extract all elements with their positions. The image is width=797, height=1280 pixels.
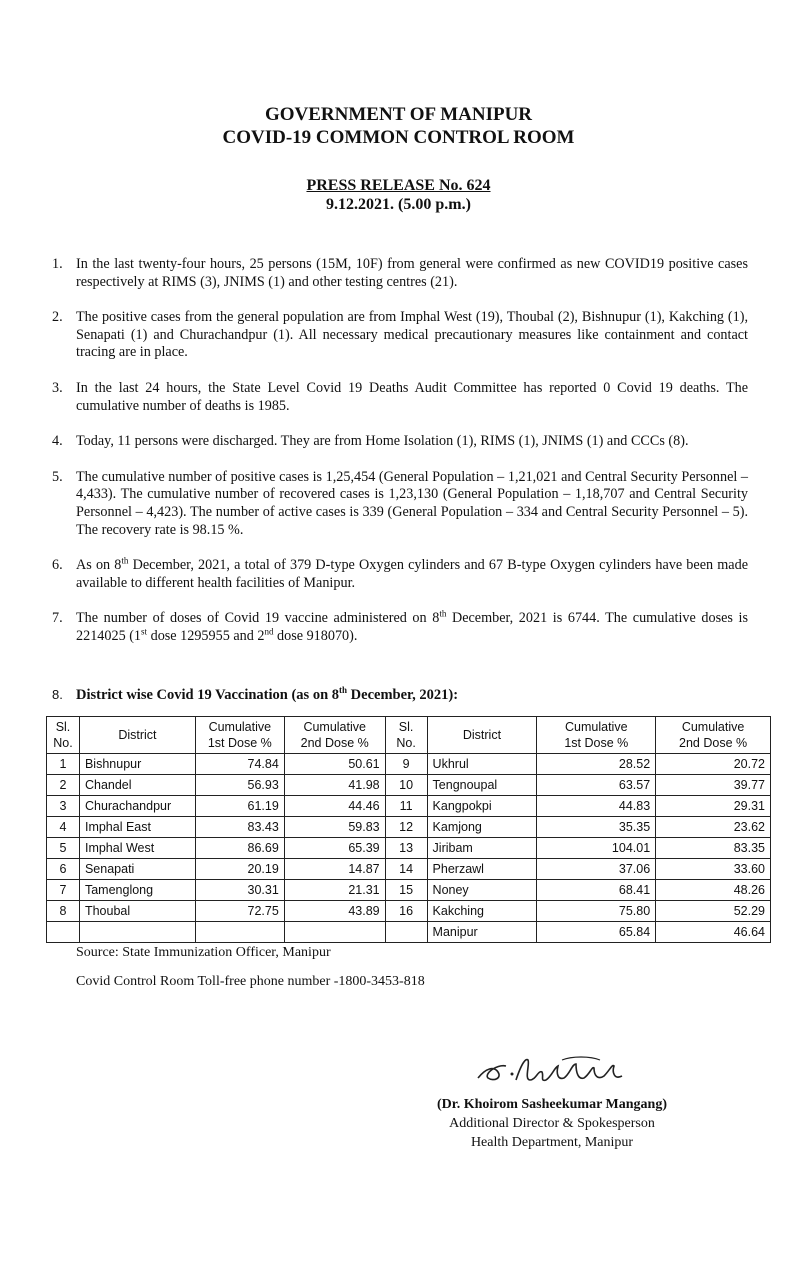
dose2-cell: 65.39 xyxy=(284,838,385,859)
dose1-cell: 56.93 xyxy=(195,775,284,796)
dose1-cell: 86.69 xyxy=(195,838,284,859)
dose1-cell: 104.01 xyxy=(537,838,656,859)
table-row xyxy=(47,754,771,775)
header-control-room: COVID-19 COMMON CONTROL ROOM xyxy=(222,127,575,148)
dose1-cell: 28.52 xyxy=(537,754,656,775)
sl-no-cell: 1 xyxy=(47,754,80,775)
col-district: District xyxy=(427,717,537,754)
dose1-cell: 37.06 xyxy=(537,859,656,880)
dose2-cell: 50.61 xyxy=(284,754,385,775)
dose1-cell: 65.84 xyxy=(537,922,656,943)
item-number: 5. xyxy=(52,468,63,485)
sl-no-cell: 10 xyxy=(385,775,427,796)
dose2-cell: 46.64 xyxy=(656,922,771,943)
dose2-cell: 39.77 xyxy=(656,775,771,796)
dose1-cell: 83.43 xyxy=(195,817,284,838)
district-cell: Imphal West xyxy=(79,838,195,859)
dose2-cell xyxy=(284,922,385,943)
district-cell: Ukhrul xyxy=(427,754,537,775)
sl-no-cell: 15 xyxy=(385,880,427,901)
district-cell xyxy=(79,922,195,943)
sl-no-cell: 9 xyxy=(385,754,427,775)
table-row xyxy=(47,880,771,901)
col-sl-no: Sl. No. xyxy=(47,717,80,754)
sl-no-cell: 14 xyxy=(385,859,427,880)
district-cell: Jiribam xyxy=(427,838,537,859)
item-3 xyxy=(52,380,748,415)
dose1-cell: 75.80 xyxy=(537,901,656,922)
dose2-cell: 59.83 xyxy=(284,817,385,838)
item-number: 7. xyxy=(52,610,63,627)
dose1-cell: 35.35 xyxy=(537,817,656,838)
item-7 xyxy=(52,610,748,645)
sl-no-cell: 7 xyxy=(47,880,80,901)
district-cell: Tengnoupal xyxy=(427,775,537,796)
dose2-cell: 33.60 xyxy=(656,859,771,880)
press-release-number: PRESS RELEASE No. 624 xyxy=(306,177,491,194)
item-2 xyxy=(52,309,748,362)
section-8-title: District wise Covid 19 Vaccination (as on 8th December, 2021): xyxy=(76,685,459,703)
col-district: District xyxy=(79,717,195,754)
col-dose2: Cumulative 2nd Dose % xyxy=(656,717,771,754)
item-text: As on 8th December, 2021, a total of 379 D-type Oxygen cylinders and 67 B-type Oxygen cylinders have been made available to different health facilities of Manipur. xyxy=(76,555,748,591)
district-cell: Pherzawl xyxy=(427,859,537,880)
source-note: Source: State Immunization Officer, Manipur xyxy=(76,945,331,960)
item-1 xyxy=(52,256,748,291)
dose1-cell: 61.19 xyxy=(195,796,284,817)
signatory-block xyxy=(412,1095,692,1152)
district-cell: Noney xyxy=(427,880,537,901)
dose2-cell: 52.29 xyxy=(656,901,771,922)
press-release-items xyxy=(52,256,748,664)
vaccination-table xyxy=(46,716,771,943)
sl-no-cell: 3 xyxy=(47,796,80,817)
signatory-title: Additional Director & Spokesperson xyxy=(449,1116,655,1131)
sl-no-cell xyxy=(47,922,80,943)
item-number: 1. xyxy=(52,256,63,272)
sl-no-cell: 2 xyxy=(47,775,80,796)
district-cell: Manipur xyxy=(427,922,537,943)
dose1-cell: 72.75 xyxy=(195,901,284,922)
sl-no-cell: 13 xyxy=(385,838,427,859)
district-cell: Kamjong xyxy=(427,817,537,838)
col-sl-no: Sl. No. xyxy=(385,717,427,754)
district-cell: Senapati xyxy=(79,859,195,880)
table-row xyxy=(47,901,771,922)
table-header-row xyxy=(47,717,771,754)
dose2-cell: 20.72 xyxy=(656,754,771,775)
table-row xyxy=(47,838,771,859)
dose2-cell: 14.87 xyxy=(284,859,385,880)
table-row xyxy=(47,775,771,796)
item-6 xyxy=(52,557,748,592)
district-cell: Tamenglong xyxy=(79,880,195,901)
header-government: GOVERNMENT OF MANIPUR xyxy=(264,104,533,125)
table-row xyxy=(47,922,771,943)
district-cell: Bishnupur xyxy=(79,754,195,775)
col-dose2: Cumulative 2nd Dose % xyxy=(284,717,385,754)
sl-no-cell: 6 xyxy=(47,859,80,880)
dose2-cell: 48.26 xyxy=(656,880,771,901)
tollfree-note: Covid Control Room Toll-free phone number -1800-3453-818 xyxy=(76,974,425,989)
table-body xyxy=(47,754,771,943)
dose1-cell xyxy=(195,922,284,943)
signature-image xyxy=(472,1050,632,1088)
item-number: 8. xyxy=(52,687,63,702)
table-row xyxy=(47,859,771,880)
dose2-cell: 29.31 xyxy=(656,796,771,817)
dose2-cell: 21.31 xyxy=(284,880,385,901)
item-text: Today, 11 persons were discharged. They are from Home Isolation (1), RIMS (1), JNIMS (1) and CCCs (8). xyxy=(76,433,689,450)
signatory-department: Health Department, Manipur xyxy=(470,1135,634,1150)
sl-no-cell: 12 xyxy=(385,817,427,838)
item-number: 2. xyxy=(52,309,63,326)
dose1-cell: 63.57 xyxy=(537,775,656,796)
dose2-cell: 83.35 xyxy=(656,838,771,859)
item-number: 4. xyxy=(52,433,63,450)
item-text: In the last twenty-four hours, 25 persons (15M, 10F) from general were confirmed as new COVID19 positive cases respectively at RIMS (3), JNIMS (1) and other testing centres (21). xyxy=(76,256,748,290)
sl-no-cell: 4 xyxy=(47,817,80,838)
dose1-cell: 74.84 xyxy=(195,754,284,775)
sl-no-cell: 8 xyxy=(47,901,80,922)
district-cell: Kakching xyxy=(427,901,537,922)
district-cell: Imphal East xyxy=(79,817,195,838)
sl-no-cell: 11 xyxy=(385,796,427,817)
item-4 xyxy=(52,433,748,451)
item-text: In the last 24 hours, the State Level Covid 19 Deaths Audit Committee has reported 0 Covid 19 deaths. The cumulative number of deaths is 1985. xyxy=(76,379,748,414)
district-cell: Thoubal xyxy=(79,901,195,922)
col-dose1: Cumulative 1st Dose % xyxy=(195,717,284,754)
dose2-cell: 23.62 xyxy=(656,817,771,838)
table-row xyxy=(47,817,771,838)
dose1-cell: 30.31 xyxy=(195,880,284,901)
sl-no-cell: 16 xyxy=(385,901,427,922)
item-text: The cumulative number of positive cases is 1,25,454 (General Population – 1,21,021 and Central Security Personnel – 4,433). The cumulative number of recovered cases is 1,23,130 (General Population – 1,18,707 and Central Security Personnel – 4,423). The number of active cases is 339 (General Population – 334 and Central Security Personnel – 5). The recovery rate is 98.15 %. xyxy=(76,468,748,538)
item-number: 6. xyxy=(52,557,63,574)
dose1-cell: 68.41 xyxy=(537,880,656,901)
item-text: The number of doses of Covid 19 vaccine administered on 8th December, 2021 is 6744. The cumulative doses is 2214025 (1st dose 1295955 and 2nd dose 918070). xyxy=(76,608,748,644)
item-text: The positive cases from the general population are from Imphal West (19), Thoubal (2), Bishnupur (1), Kakching (1), Senapati (1) and Churachandpur (1). All necessary medical precautionary measures like containment and contact tracing are in place. xyxy=(76,309,748,361)
district-cell: Chandel xyxy=(79,775,195,796)
sl-no-cell: 5 xyxy=(47,838,80,859)
table-row xyxy=(47,796,771,817)
dose1-cell: 20.19 xyxy=(195,859,284,880)
district-cell: Kangpokpi xyxy=(427,796,537,817)
district-cell: Churachandpur xyxy=(79,796,195,817)
item-number: 3. xyxy=(52,379,63,396)
col-dose1: Cumulative 1st Dose % xyxy=(537,717,656,754)
section-8-heading xyxy=(52,687,458,704)
press-release-datetime: 9.12.2021. (5.00 p.m.) xyxy=(326,196,471,213)
dose1-cell: 44.83 xyxy=(537,796,656,817)
item-5 xyxy=(52,469,748,539)
sl-no-cell xyxy=(385,922,427,943)
dose2-cell: 44.46 xyxy=(284,796,385,817)
dose2-cell: 41.98 xyxy=(284,775,385,796)
dose2-cell: 43.89 xyxy=(284,901,385,922)
signatory-name: (Dr. Khoirom Sasheekumar Mangang) xyxy=(437,1097,667,1112)
